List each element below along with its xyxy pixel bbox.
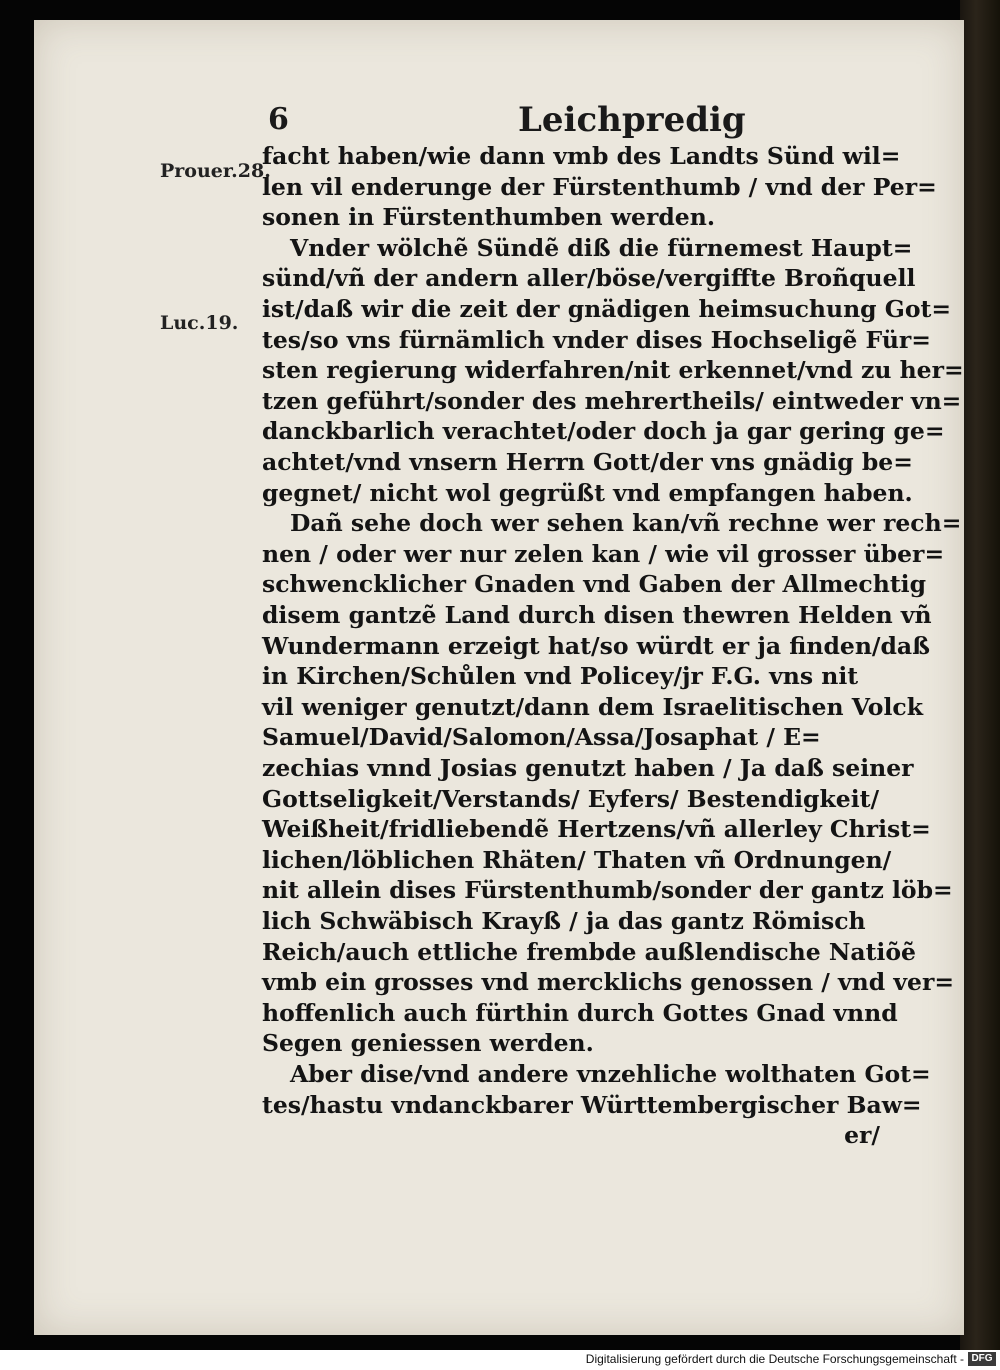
book-edge <box>960 0 1000 1350</box>
text-line: ist/daß wir die zeit der gnädigen heimsuchung Got= <box>262 295 952 323</box>
text-line: tzen geführt/sonder des mehrertheils/ eintweder vn= <box>262 386 962 415</box>
text-line: er/ <box>844 1121 880 1150</box>
text-line: schwencklicher Gnaden vnd Gaben der Allmechtig <box>262 570 927 599</box>
text-line: Wundermann erzeigt hat/so würdt er ja finden/daß <box>262 631 931 660</box>
footer-bar <box>0 1350 1000 1370</box>
running-head: Leichpredig <box>518 100 746 140</box>
text-line: Vnder wölchẽ Sündẽ diß die fürnemest Haupt= <box>290 233 913 262</box>
dfg-logo: DFG <box>968 1352 996 1366</box>
text-line: tes/so vns fürnämlich vnder dises Hochseligẽ Für= <box>262 325 931 354</box>
text-line: lichen/löblichen Rhäten/ Thaten vñ Ordnungen/ <box>262 845 892 874</box>
footer-credit: Digitalisierung gefördert durch die Deutsche Forschungsgemeinschaft - <box>585 1352 964 1366</box>
text-line: len vil enderunge der Fürstenthumb / vnd der Per= <box>262 172 937 201</box>
text-line: disem gantzẽ Land durch disen thewren Helden vñ <box>262 601 932 629</box>
margin-note: Prouer.28. <box>160 160 271 182</box>
text-line: achtet/vnd vnsern Herrn Gott/der vns gnädig be= <box>262 448 913 476</box>
text-line: lich Schwäbisch Krayß / ja das gantz Römisch <box>262 907 866 935</box>
text-line: danckbarlich verachtet/oder doch ja gar gering ge= <box>262 417 945 446</box>
text-line: Gottseligkeit/Verstands/ Eyfers/ Bestendigkeit/ <box>262 784 880 813</box>
page-number: 6 <box>268 102 289 137</box>
text-line: sünd/vñ der andern aller/böse/vergiffte Broñquell <box>262 264 916 293</box>
text-line: in Kirchen/Schůlen vnd Policey/jr F.G. vns nit <box>262 662 859 691</box>
text-line: vmb ein grosses vnd mercklichs genossen / vnd ver= <box>262 968 955 997</box>
text-line: Samuel/David/Salomon/Assa/Josaphat / E= <box>262 723 821 752</box>
text-line: facht haben/wie dann vmb des Landts Sünd wil= <box>262 142 901 170</box>
text-line: nit allein dises Fürstenthumb/sonder der gantz löb= <box>262 876 953 905</box>
text-line: hoffenlich auch fürthin durch Gottes Gnad vnnd <box>262 998 898 1027</box>
text-line: nen / oder wer nur zelen kan / wie vil grosser über= <box>262 539 945 568</box>
text-line: tes/hastu vndanckbarer Württembergischer Baw= <box>262 1090 922 1119</box>
text-line: vil weniger genutzt/dann dem Israelitischen Volck <box>262 692 923 721</box>
text-line: sten regierung widerfahren/nit erkennet/vnd zu her= <box>262 356 964 385</box>
book-page <box>34 20 964 1335</box>
text-line: gegnet/ nicht wol gegrüßt vnd empfangen haben. <box>262 478 913 507</box>
text-line: zechias vnnd Josias genutzt haben / Ja daß seiner <box>262 754 914 782</box>
text-line: Segen geniessen werden. <box>262 1029 594 1058</box>
text-line: Dañ sehe doch wer sehen kan/vñ rechne wer rech= <box>290 509 962 538</box>
text-line: Aber dise/vnd andere vnzehliche wolthaten Got= <box>290 1060 931 1088</box>
text-line: Weißheit/fridliebendẽ Hertzens/vñ allerley Christ= <box>262 815 931 844</box>
margin-note: Luc.19. <box>160 312 239 334</box>
text-line: sonen in Fürstenthumben werden. <box>262 203 716 232</box>
text-line: Reich/auch ettliche frembde außlendische Natiõẽ <box>262 937 916 966</box>
